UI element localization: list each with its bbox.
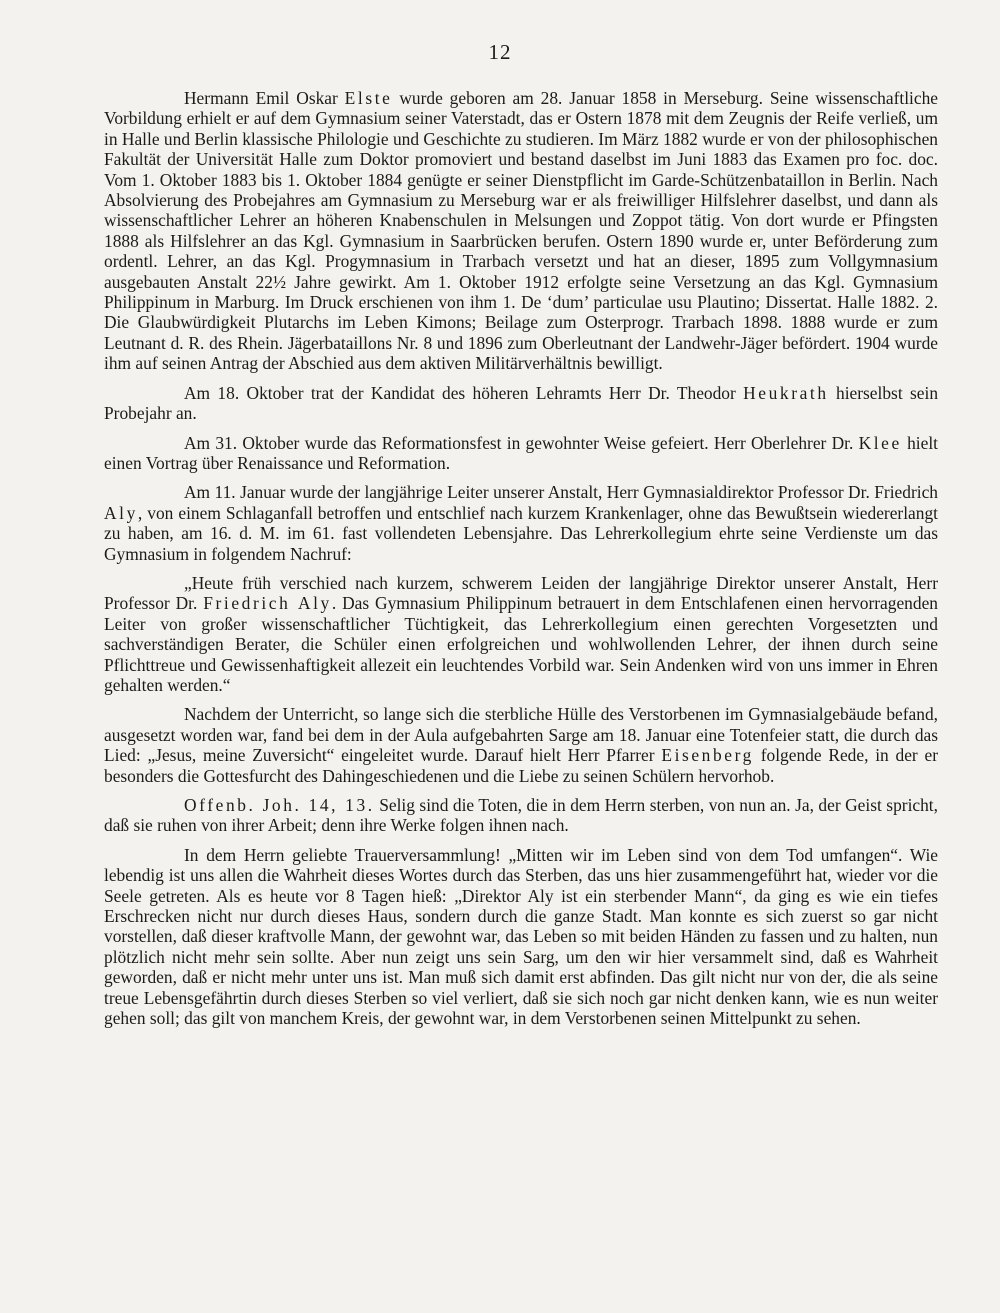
paragraph-p8	[104, 845, 938, 1029]
spaced-name: Elste	[344, 88, 393, 108]
text-run: Am 11. Januar wurde der langjährige Leiter unserer Anstalt, Herr Gymnasialdirektor Professor Dr. Friedrich	[184, 482, 938, 503]
spaced-name: Offenb. Joh. 14, 13.	[184, 795, 375, 815]
page-number: 12	[488, 40, 512, 64]
text-run: Hermann Emil Oskar	[184, 88, 345, 108]
text-run: Am 18. Oktober trat der Kandidat des höheren Lehramts Herr Dr. Theodor	[184, 382, 744, 403]
body-text	[104, 88, 938, 1037]
paragraph-p3	[104, 433, 938, 474]
spaced-name: Aly	[104, 502, 138, 523]
spaced-name: Friedrich Aly	[203, 593, 332, 614]
text-run: „Heute früh verschied nach kurzem, schwerem Leiden der langjährige Direktor unserer Anstalt, Herr Professor Dr.	[104, 572, 938, 614]
paragraph-p1	[104, 88, 938, 374]
text-run: hierselbst sein Probejahr an.	[104, 382, 939, 424]
spaced-name: Heukrath	[743, 382, 829, 403]
paragraph-p5	[104, 573, 938, 695]
paragraph-p6	[104, 704, 938, 786]
text-run: wurde geboren am 28. Januar 1858 in Merseburg. Seine wissenschaftliche Vorbildung erhielt er auf dem Gymnasium seiner Vaterstadt, das er Ostern 1878 mit dem Zeugnis der Reife verließ, um in Halle und Berlin klassische Philologie und Geschichte zu studieren. Im März 1882 wurde er von der philosophischen Fakultät der Universität Halle zum Doktor promoviert und bestand daselbst im Juni 1883 das Examen pro foc. doc. Vom 1. Oktober 1883 bis 1. Oktober 1884 genügte er seiner Dienstpflicht im Garde-Schützenbataillon in Berlin. Nach Absolvierung des Probejahres am Gymnasium zu Merseburg war er als freiwilliger Hilfslehrer daselbst, und dann als wissenschaftlicher Lehrer an höheren Knabenschulen in Melsungen und Zoppot tätig. Von dort wurde er Pfingsten 1888 als Hilfslehrer an das Kgl. Gymnasium in Saarbrücken berufen. Ostern 1890 wurde er, unter Beförderung zum ordentl. Lehrer, an das Kgl. Progymnasium in Trarbach versetzt und hat an dieser, 1895 zum Vollgymnasium ausgebauten Anstalt 22½ Jahre gewirkt. Am 1. Oktober 1912 erfolgte seine Versetzung an das Kgl. Gymnasium Philippinum in Marburg. Im Druck erschienen von ihm 1. De ‘dum’ particulae usu Plautino; Dissertat. Halle 1882. 2. Die Glaubwürdigkeit Plutarchs im Leben Kimons; Beilage zum Osterprogr. Trarbach 1898. 1888 wurde er zum Leutnant d. R. des Rhein. Jägerbataillons Nr. 8 und 1896 zum Oberleutnant der Landwehr-Jäger befördert. 1904 wurde ihm auf seinen Antrag der Abschied aus dem aktiven Militärverhältnis bewilligt.	[104, 88, 938, 374]
text-run: hielt einen Vortrag über Renaissance und Reformation.	[104, 432, 938, 473]
spaced-name: Klee	[858, 432, 902, 453]
text-run: In dem Herrn geliebte Trauerversammlung! „Mitten wir im Leben sind von dem Tod umfangen“. Wie lebendig ist uns allen die Wahrheit dieses Wortes durch das Sterben, das uns hier zusammengeführt hat, wieder vor die Seele getreten. Als es heute vor 8 Tagen hieß: „Direktor Aly ist ein sterbender Mann“, da ging es wie ein tiefes Erschrecken nicht nur durch dieses Haus, sondern durch die ganze Stadt. Man konnte es sich zuerst so gar nicht vorstellen, daß dieser kraftvolle Mann, der gewohnt war, das Leben so mit beiden Händen zu fassen und zu halten, nun plötzlich nicht mehr sein sollte. Aber nun zeigt uns sein Sarg, um den wir hier versammelt sind, daß es Wahrheit geworden, daß er nicht mehr unter uns ist. Man muß sich damit erst abfinden. Das gilt nicht nur von der, die als seine treue Lebensgefährtin durch dieses Sterben so viel verliert, daß sie sich noch gar nicht denken kann, wie es nun weiter gehen soll; das gilt von manchem Kreis, der gewohnt war, in dem Verstorbenen seinen Mittelpunkt zu sehen.	[104, 844, 938, 1029]
text-run: Selig sind die Toten, die in dem Herrn sterben, von nun an. Ja, der Geist spricht, daß sie ruhen von ihrer Arbeit; denn ihre Werke folgen ihnen nach.	[104, 795, 938, 836]
spaced-name: Eisenberg	[661, 745, 754, 766]
text-run: Nachdem der Unterricht, so lange sich die sterbliche Hülle des Verstorbenen im Gymnasialgebäude befand, ausgesetzt worden war, fand bei dem in der Aula aufgebahrten Sarge am 18. Januar eine Totenfeier statt, die durch das Lied: „Jesus, meine Zuversicht“ eingeleitet wurde. Darauf hielt Herr Pfarrer	[104, 704, 938, 766]
text-run: Am 31. Oktober wurde das Reformationsfest in gewohnter Weise gefeiert. Herr Oberlehrer Dr.	[184, 432, 859, 453]
paragraph-p2	[104, 383, 938, 424]
text-run: . Das Gymnasium Philippinum betrauert in dem Entschlafenen einen hervorragenden Leiter von großer wissenschaftlicher Tüchtigkeit, das Lehrerkollegium einen gerechten Vorgesetzten und sachverständigen Berater, die Schüler einen erfolgreichen und wohlwollenden Lehrer, der ihnen durch seine Pflichttreue und Gewissenhaftigkeit allezeit ein leuchtendes Vorbild war. Sein Andenken wird von uns immer in Ehren gehalten werden.“	[104, 593, 938, 695]
text-run: , von einem Schlaganfall betroffen und entschlief nach kurzem Krankenlager, ohne das Bewußtsein wiedererlangt zu haben, am 16. d. M. im 61. fast vollendeten Lebensjahre. Das Lehrerkollegium ehrte seine Verdienste um das Gymnasium in folgendem Nachruf:	[104, 502, 938, 564]
text-run: folgende Rede, in der er besonders die Gottesfurcht des Dahingeschiedenen und die Liebe zu seinen Schülern hervorhob.	[104, 745, 938, 786]
paragraph-p7	[104, 795, 938, 836]
paragraph-p4	[104, 482, 938, 564]
